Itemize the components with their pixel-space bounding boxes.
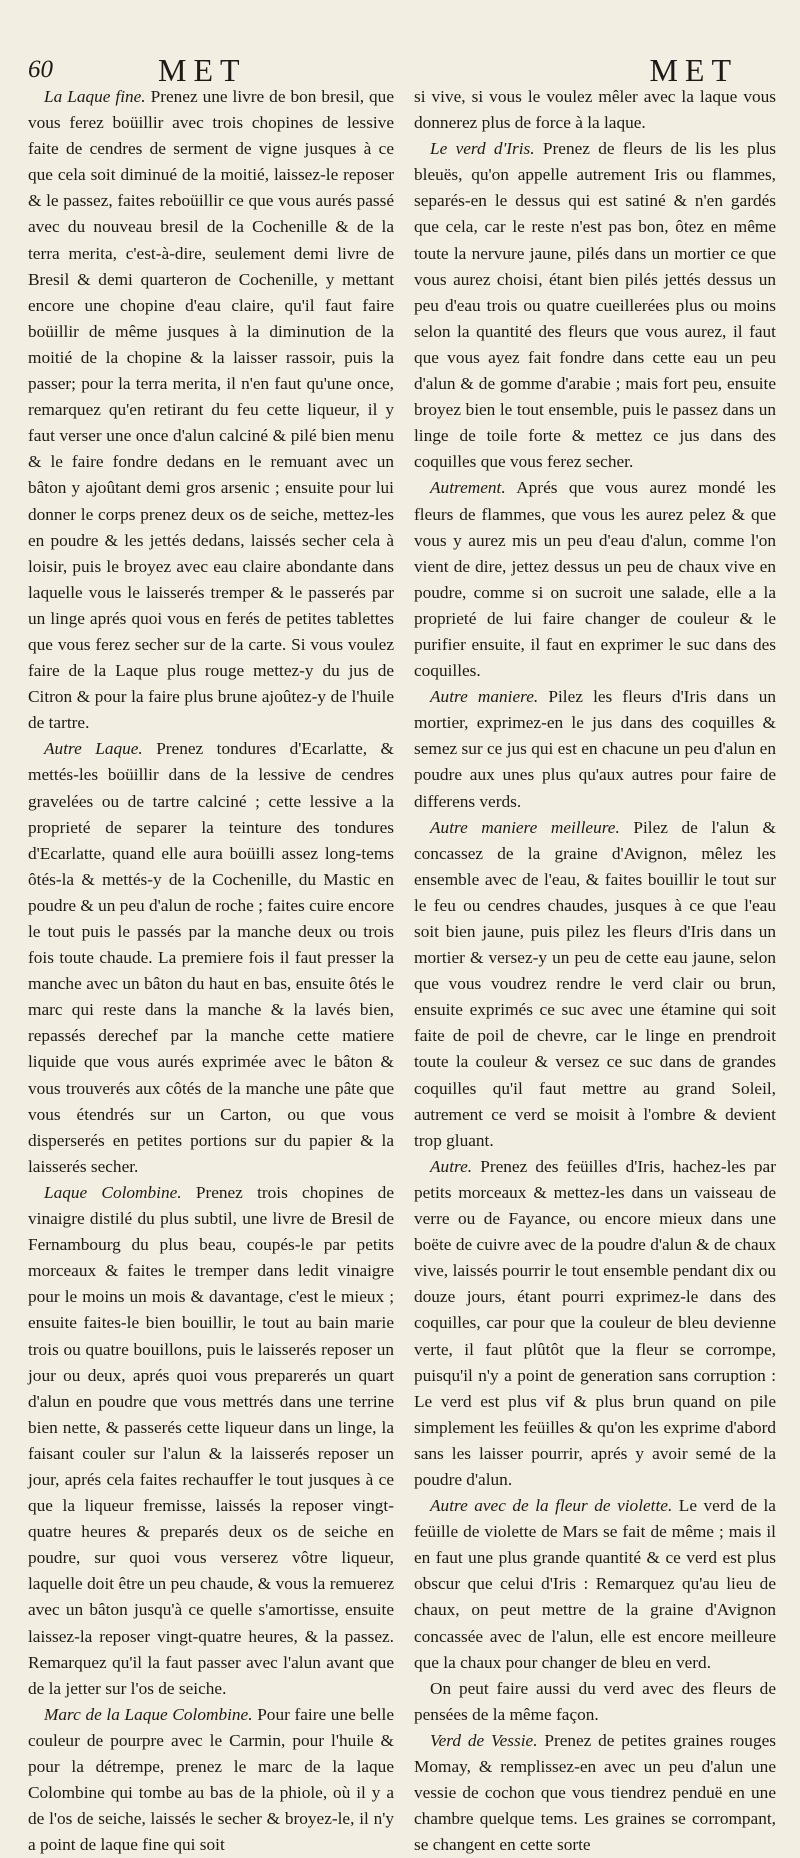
- paragraph-heading: Autrement.: [430, 478, 506, 498]
- paragraph-marc-laque-colombine: [28, 1702, 394, 1858]
- paragraph-verd-vessie: [414, 1728, 776, 1858]
- paragraph-text: Prenez une livre de bon bresil, que vous ferez boüillir avec trois chopines de lessive faite de cendres de serment de vigne jusques à ce que cela soit diminué de la moitié, laissez-le reposer & le passez, faites reboüillir ce que vous aurés passé avec du nouveau bresil de la Cochenille & de la terra merita, c'est-à-dire, seulement demi livre de Bresil & demi quarteron de Cochenille, y mettant encore une chopine d'eau claire, qu'il faut faire boüillir de même jusques à la diminution de la moitié de la chopine & la laisser rassoir, puis la passer; pour la terra merita, il n'en faut qu'une once, remarquez qu'en retirant du feu cette liqueur, il y faut verser une once d'alun calciné & pilé bien menu & le faire fondre dedans en le remuant avec un bâton y ajoûtant demi gros arsenic ; ensuite pour lui donner le corps prenez deux os de seiche, mettez-les en poudre & les jettés dedans, laissés secher cela à loisir, puis le broyez avec eau claire abondante dans laquelle vous le laisserés tremper & le passerés par un linge aprés quoi vous en ferés de petites tablettes que vous ferez secher sur de la carte. Si vous voulez faire de la Laque plus rouge mettez-y du jus de Citron & pour la faire plus brune ajoûtez-y de l'huile de tartre.: [28, 87, 394, 733]
- paragraph-text: On peut faire aussi du verd avec des fleurs de pensées de la même façon.: [414, 1678, 776, 1724]
- paragraph-text: Le verd de la feüille de violette de Mars se fait de même ; mais il en faut une plus grande quantité & ce verd est plus obscur que celui d'Iris : Remarquez qu'au lieu de chaux, on peut mettre de la graine d'Avignon concassée avec de l'alun, elle est encore meilleure que la chaux pour changer de bleu en verd.: [414, 1496, 776, 1672]
- paragraph-laque-fine: [28, 84, 394, 736]
- paragraph-text: Pour faire une belle couleur de pourpre avec le Carmin, pour l'huile & pour la détrempe, prenez le marc de la laque Colombine qui tombe au bas de la phiole, où il y a de l'os de seiche, laissés le secher & broyez-le, il n'y a point de laque fine qui soit: [28, 1704, 394, 1855]
- paragraph-heading: Autre.: [430, 1156, 473, 1176]
- paragraph-autrement: [414, 475, 776, 684]
- running-head-right: MET: [649, 52, 738, 88]
- paragraph-autre-maniere: [414, 684, 776, 814]
- paragraph-heading: Verd de Vessie.: [430, 1730, 538, 1750]
- paragraph-heading: Autre Laque.: [44, 739, 143, 759]
- paragraph-autre: [414, 1154, 776, 1493]
- paragraph-text: Pilez les fleurs d'Iris dans un mortier, exprimez-en le jus dans des coquilles & semez sur ce jus qui est en chacune un peu d'alun en poudre aux unes plus qu'aux autres pour faire de differens verds.: [414, 687, 776, 811]
- paragraph-continuation: [414, 84, 776, 136]
- paragraph-verd-iris: [414, 136, 776, 475]
- paragraph-text: Prenez trois chopines de vinaigre distilé du plus subtil, une livre de Bresil de Fernambourg du plus beau, coupés-le par petits morceaux & faites le tremper dans ledit vinaigre pour le moins un mois & davantage, c'est le mieux ; ensuite faites-le bien bouillir, le tout au bain marie trois ou quatre bouillons, puis le laisserés reposer un jour ou deux, aprés quoi vous preparerés un quart d'alun en poudre que vous mettrés dans une terrine bien nette, & passerés cette liqueur dans un linge, la faisant couler sur l'alun & la laisserés reposer un jour, aprés cela faites rechauffer le tout jusques à ce que la liqueur fremisse, laissés la reposer vingt-quatre heures & preparés deux os de seiche en poudre, sur quoi vous verserez vôtre liqueur, laquelle doit être un peu chaude, & vous la remuerez avec un bâton jusqu'à ce quelle s'amortisse, ensuite laissez-la reposer vingt-quatre heures, & la passez. Remarquez qu'il la faut passer avec l'alun avant que de la jetter sur l'os de seiche.: [28, 1182, 394, 1698]
- paragraph-text: si vive, si vous le voulez mêler avec la laque vous donnerez plus de force à la laque.: [414, 87, 776, 133]
- paragraph-text: Prenez de fleurs de lis les plus bleuës, qu'on appelle autrement Iris ou flammes, separés-en le dessus qui est satiné & n'en gardés que cela, car le reste n'est pas bon, ôtez en même toute la nervure jaune, pilés dans un mortier ce que vous aurez choisi, étant bien pilés jettés dessus un peu d'eau trois ou quatre cueillerées plus ou moins selon la quantité des fleurs que vous aurez, il faut que vous ayez fait fondre dans cette eau un peu d'alun & de gomme d'arabie ; mais fort peu, ensuite broyez bien le tout ensemble, puis le passez dans un linge de toile forte & mettez ce jus dans des coquilles que vous ferez secher.: [414, 139, 776, 472]
- paragraph-fleur-violette: [414, 1493, 776, 1676]
- paragraph-heading: Autre avec de la fleur de violette.: [430, 1496, 673, 1516]
- paragraph-text: Pilez de l'alun & concassez de la graine d'Avignon, mêlez les ensemble avec de l'eau, & faites bouillir le tout sur le feu ou cendres chaudes, jusques à ce que l'eau soit bien jaune, puis pilez les fleurs d'Iris dans un mortier & versez-y un peu de cette eau jaune, selon que vous voudrez rendre le verd clair ou brun, ensuite exprimés ce suc avec une étamine qui soit faite de poil de chevre, car le linge en prendroit toute la couleur & versez ce suc dans de grandes coquilles qu'il faut mettre au grand Soleil, autrement ce verd se moisit à l'ombre & devient trop gluant.: [414, 817, 776, 1150]
- paragraph-fleurs-pensees: [414, 1676, 776, 1728]
- paragraph-heading: Le verd d'Iris.: [430, 139, 535, 159]
- paragraph-text: Aprés que vous aurez mondé les fleurs de flammes, que vous les aurez pelez & que vous y aurez mis un peu d'eau d'alun, comme l'on vient de dire, jettez dessus un peu de chaux vive en poudre, comme si on sucroit une salade, elle a la proprieté de lui faire changer de couleur & le purifier ensuite, il faut en exprimer le suc dans des coquilles.: [414, 478, 776, 681]
- right-column: [414, 84, 776, 1855]
- paragraph-heading: Marc de la Laque Colombine.: [44, 1704, 253, 1724]
- paragraph-heading: Autre maniere meilleure.: [430, 817, 620, 837]
- left-column: [28, 84, 394, 1855]
- running-head-left: MET: [158, 52, 247, 88]
- page-number: 60: [28, 56, 53, 83]
- paragraph-laque-colombine: [28, 1180, 394, 1702]
- paragraph-text: Prenez des feüilles d'Iris, hachez-les par petits morceaux & mettez-les dans un vaisseau de verre ou de Fayance, ou encore mieux dans une boëte de cuivre avec de la poudre d'alun & de chaux vive, laissés pourrir le tout ensemble pendant dix ou douze jours, étant pourri exprimez-le dans des coquilles, car pour que la couleur de bleu devienne verte, il faut plûtôt que la fleur se corrompe, puisqu'il n'y a point de generation sans corruption : Le verd est plus vif & plus brun quand on pile simplement les feüilles & qu'on les exprime d'abord sans les laisser pourrir, aprés y avoir semé de la poudre d'alun.: [414, 1156, 776, 1489]
- paragraph-autre-laque: [28, 736, 394, 1180]
- paragraph-text: Prenez de petites graines rouges Momay, & remplissez-en avec un peu d'alun une vessie de cochon que vous tiendrez penduë en une chambre quelque tems. Les graines se corrompant, se changent en cette sorte: [414, 1730, 776, 1855]
- paragraph-text: Prenez tondures d'Ecarlatte, & mettés-les boüillir dans de la lessive de cendres gravelées ou de tartre calciné ; cette lessive a la proprieté de separer la teinture des tondures d'Ecarlatte, quand elle aura boüilli assez long-tems ôtés-la & mettés-y de la Cochenille, du Mastic en poudre & un peu d'alun de roche ; faites cuire encore le tout puis le passés par la manche deux ou trois fois toute chaude. La premiere fois il faut presser la manche avec un bâton du haut en bas, ensuite ôtés le marc qui reste dans la manche & la lavés bien, repassés derechef par la manche cette matiere liquide que vous aurés exprimée avec le bâton & vous trouverés aux côtés de la manche une pâte que vous étendrés sur un Carton, ou que vous disperserés en petites portions sur du papier & la laisserés secher.: [28, 739, 394, 1176]
- paragraph-heading: La Laque fine.: [44, 87, 146, 106]
- paragraph-autre-maniere-meilleure: [414, 815, 776, 1154]
- paragraph-heading: Autre maniere.: [430, 687, 539, 707]
- paragraph-heading: Laque Colombine.: [44, 1182, 182, 1202]
